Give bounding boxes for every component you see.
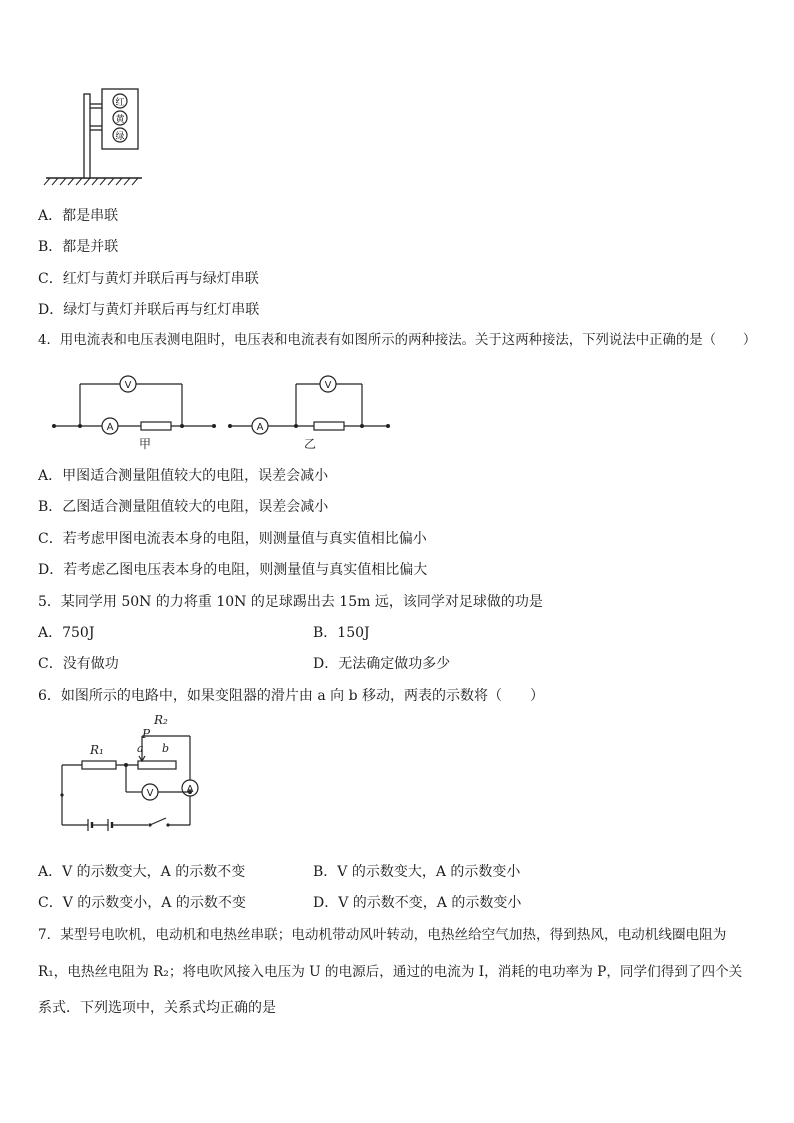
q5-stem: 5．某同学用 50N 的力将重 10N 的足球踢出去 15m 远，该同学对足球做的功是 [38,594,543,610]
q3-option-b: B．都是并联 [38,239,119,255]
q6-slider-p-label: P [142,727,151,741]
yellow-light-label: 黄 [115,115,125,125]
q3-option-c: C．红灯与黄灯并联后再与绿灯串联 [38,271,259,287]
q6-circuit-figure [54,710,214,835]
q4-voltmeter-left-label: V [124,380,132,391]
green-light-label: 绿 [115,132,125,142]
q7-stem-line-2: R₁，电热丝电阻为 R₂；将电吹风接入电压为 U 的电源后，通过的电流为 I，消耗的电功率为 P，同学们得到了四个关 [38,964,743,980]
q4-voltmeter-right-label: V [324,380,332,391]
q4-option-b: B．乙图适合测量阻值较大的电阻，误差会减小 [38,499,329,515]
q7-stem-line-3: 系式．下列选项中，关系式均正确的是 [38,1000,276,1016]
q7-stem-line-1: 7．某型号电吹机，电动机和电热丝串联；电动机带动风叶转动，电热丝给空气加热，得到热风，电动机线圈电阻为 [38,927,727,943]
q6-voltmeter-label: V [146,788,154,799]
q6-option-d: D．V 的示数不变，A 的示数变小 [313,895,522,911]
q6-ammeter-label: A [186,784,194,795]
q4-option-a: A．甲图适合测量阻值较大的电阻，误差会减小 [38,468,329,484]
traffic-light-figure [40,88,150,188]
q4-ammeter-left-label: A [106,422,114,433]
q4-ammeter-right-label: A [256,422,264,433]
q5-option-d: D．无法确定做功多少 [313,656,451,672]
q4-stem: 4．用电流表和电压表测电阻时，电压表和电流表有如图所示的两种接法。关于这两种接法，下列说法中正确的是（ ） [38,333,757,348]
q5-option-b: B．150J [313,625,370,641]
q4-circuit-figure [44,370,396,460]
q4-option-d: D．若考虑乙图电压表本身的电阻，则测量值与真实值相比偏大 [38,562,428,578]
q6-stem: 6．如图所示的电路中，如果变阻器的滑片由 a 向 b 移动，两表的示数将（ ） [38,688,545,704]
q3-option-a: A．都是串联 [38,208,119,224]
q6-option-a: A．V 的示数变大，A 的示数不变 [38,864,246,880]
q5-option-c: C．没有做功 [38,656,119,672]
red-light-label: 红 [115,98,125,108]
q6-end-b-label: b [162,742,170,755]
q5-option-a: A．750J [38,625,95,641]
q6-end-a-label: a [137,742,144,755]
q4-figure-label-left: 甲 [138,437,152,451]
q6-option-b: B．V 的示数变大，A 的示数变小 [313,864,521,880]
q6-r1-label: R₁ [90,743,104,757]
q6-r2-label: R₂ [154,713,168,727]
q4-figure-label-right: 乙 [303,437,317,451]
q4-option-c: C．若考虑甲图电流表本身的电阻，则测量值与真实值相比偏小 [38,531,427,547]
q3-option-d: D．绿灯与黄灯并联后再与红灯串联 [38,302,260,318]
q6-option-c: C．V 的示数变小，A 的示数不变 [38,895,246,911]
